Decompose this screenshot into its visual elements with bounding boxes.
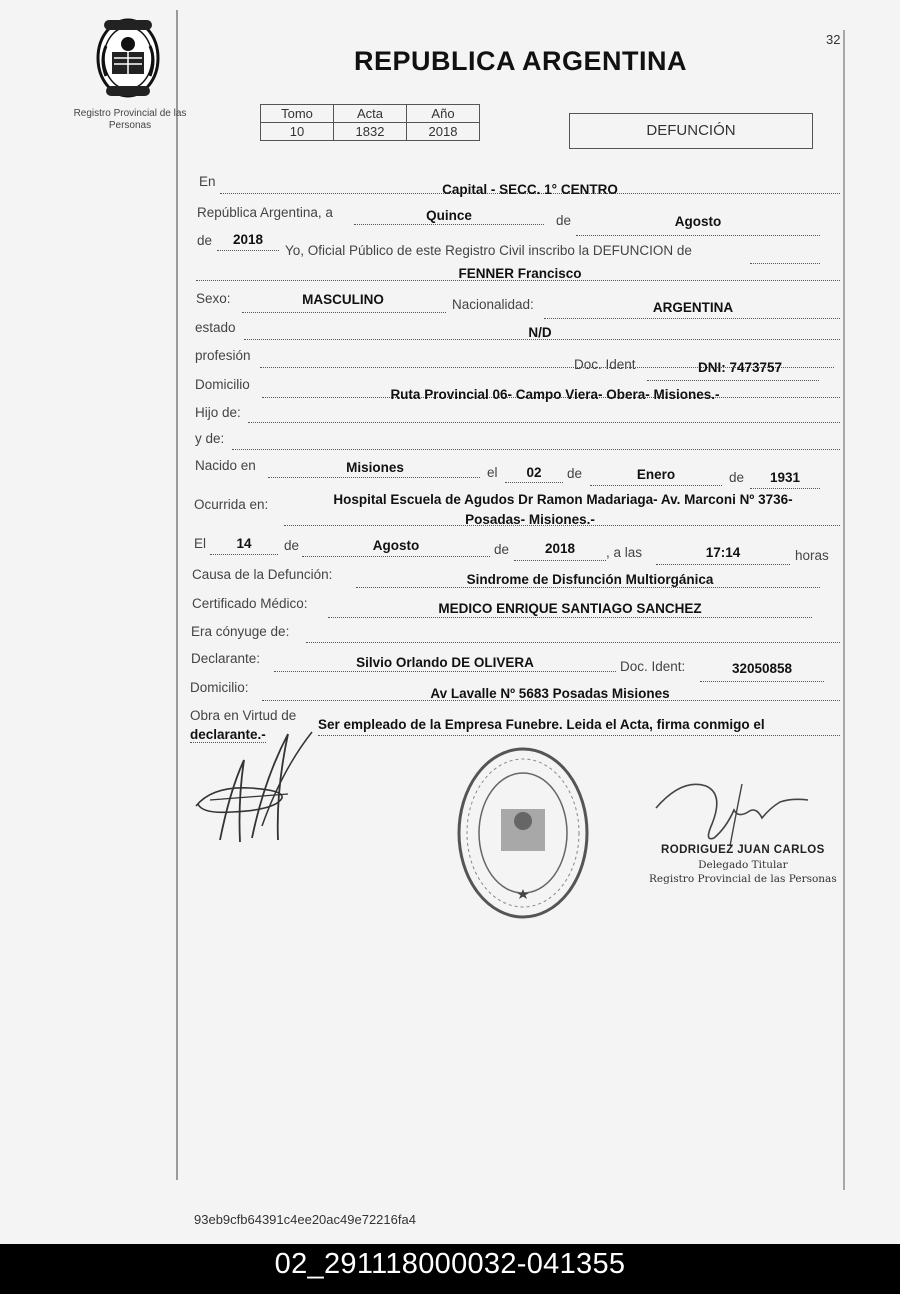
label-ocurrida-en: Ocurrida en: (194, 497, 269, 512)
label-de-o1: de (284, 538, 300, 553)
dotted-line (700, 681, 824, 682)
registry-name: Registro Provincial de las Personas (73, 108, 187, 131)
value-mes-inscripcion: Agosto (674, 214, 722, 229)
label-a-las: , a las (606, 545, 643, 560)
value-anio: 2018 (407, 123, 480, 141)
document-hash: 93eb9cfb64391c4ee20ac49e72216fa4 (194, 1212, 416, 1227)
dotted-line (217, 250, 279, 251)
official-name: RODRIGUEZ JUAN CARLOS (661, 844, 825, 856)
label-yo: Yo, Oficial Público de este Registro Civil inscribo la DEFUNCION de (285, 243, 692, 258)
label-doc-ident: Doc. Ident (574, 357, 636, 372)
value-nacimiento-dia: 02 (526, 465, 542, 480)
dotted-line (268, 477, 480, 478)
label-certificado: Certificado Médico: (192, 596, 308, 611)
label-doc-ident2: Doc. Ident: (620, 659, 686, 674)
label-nacido-en: Nacido en (195, 458, 256, 473)
registry-seal-icon (455, 745, 591, 921)
page-number: 32 (826, 32, 841, 47)
label-obra: Obra en Virtud de (190, 708, 297, 723)
dotted-line (242, 312, 446, 313)
value-declarante-domicilio: Av Lavalle Nº 5683 Posadas Misiones (430, 686, 670, 701)
dotted-line (302, 556, 490, 557)
dotted-line (544, 318, 840, 319)
dotted-line (750, 488, 820, 489)
barcode-text: 02_291118000032-041355 (274, 1248, 626, 1280)
dotted-line (647, 380, 819, 381)
label-sexo: Sexo: (196, 291, 231, 306)
dotted-line (750, 263, 820, 264)
value-domicilio: Ruta Provincial 06- Campo Viera- Obera- Misiones.- (390, 387, 720, 402)
label-profesion: profesión (195, 348, 251, 363)
official-signature-icon (652, 778, 812, 848)
value-documento: DNI: 7473757 (697, 360, 783, 375)
value-tomo: 10 (261, 123, 334, 141)
value-ocurrida-l1: Hospital Escuela de Agudos Dr Ramon Madariaga- Av. Marconi Nº 3736- (333, 492, 793, 507)
label-y-de: y de: (195, 431, 225, 446)
label-estado: estado (195, 320, 236, 335)
value-certificado: MEDICO ENRIQUE SANTIAGO SANCHEZ (438, 601, 702, 616)
value-fallecido: FENNER Francisco (458, 266, 582, 281)
value-dia-inscripcion: Quince (426, 208, 472, 223)
label-nacionalidad: Nacionalidad: (452, 297, 534, 312)
dotted-line (656, 564, 790, 565)
label-de-n1: de (567, 466, 583, 481)
dotted-line (248, 422, 840, 423)
dotted-line (284, 525, 840, 526)
value-obra-l2: declarante.- (190, 727, 266, 742)
dotted-line (210, 554, 278, 555)
label-de-n2: de (729, 470, 745, 485)
value-muerte-mes: Agosto (372, 538, 420, 553)
header-tomo: Tomo (261, 105, 334, 123)
dotted-line (274, 671, 616, 672)
official-stamp (649, 844, 837, 885)
value-nacimiento-anio: 1931 (769, 470, 801, 485)
header-acta: Acta (334, 105, 407, 123)
value-obra-l1: Ser empleado de la Empresa Funebre. Leida el Acta, firma conmigo el (318, 717, 765, 732)
dotted-line (328, 617, 812, 618)
value-nacido-en: Misiones (346, 460, 404, 475)
record-reference-table (260, 104, 480, 141)
dotted-line (354, 224, 544, 225)
value-anio-inscripcion: 2018 (232, 232, 264, 247)
value-declarante-doc: 32050858 (731, 661, 793, 676)
dotted-line (590, 485, 722, 486)
record-type: DEFUNCIÓN (569, 113, 813, 149)
value-nacimiento-mes: Enero (636, 467, 676, 482)
label-el: el (487, 465, 498, 480)
label-domicilio: Domicilio (195, 377, 250, 392)
left-margin-line (176, 10, 178, 1180)
dotted-line (356, 587, 820, 588)
label-hijo-de: Hijo de: (195, 405, 241, 420)
header-anio: Año (407, 105, 480, 123)
value-causa: Sindrome de Disfunción Multiorgánica (466, 572, 714, 587)
declarant-signature-icon (192, 730, 316, 848)
label-en: En (199, 174, 216, 189)
document-title: REPUBLICA ARGENTINA (354, 46, 687, 76)
official-role: Delegado Titular (698, 859, 788, 871)
value-muerte-anio: 2018 (544, 541, 576, 556)
value-lugar: Capital - SECC. 1° CENTRO (442, 182, 618, 197)
dotted-line (505, 482, 563, 483)
dotted-line (514, 560, 606, 561)
dotted-line (576, 235, 820, 236)
value-muerte-dia: 14 (236, 536, 252, 551)
provincial-crest-icon (92, 16, 164, 100)
label-horas: horas (795, 548, 829, 563)
label-de: de (556, 213, 572, 228)
label-declarante: Declarante: (191, 651, 261, 666)
dotted-line (232, 449, 840, 450)
value-ocurrida-l2: Posadas- Misiones.- (465, 512, 595, 527)
value-estado: N/D (528, 325, 552, 340)
right-margin-line (843, 30, 845, 1190)
label-de2: de (197, 233, 213, 248)
dotted-line (306, 642, 840, 643)
official-org: Registro Provincial de las Personas (649, 873, 837, 885)
dotted-line (318, 735, 840, 736)
label-causa: Causa de la Defunción: (192, 567, 333, 582)
value-declarante: Silvio Orlando DE OLIVERA (356, 655, 534, 670)
value-muerte-hora: 17:14 (705, 545, 741, 560)
label-domicilio2: Domicilio: (190, 680, 249, 695)
label-republica: República Argentina, a (197, 205, 333, 220)
label-el2: El (194, 536, 207, 551)
value-acta: 1832 (334, 123, 407, 141)
label-conyuge: Era cónyuge de: (191, 624, 290, 639)
label-de-o2: de (494, 542, 510, 557)
value-nacionalidad: ARGENTINA (652, 300, 734, 315)
value-sexo: MASCULINO (302, 292, 384, 307)
